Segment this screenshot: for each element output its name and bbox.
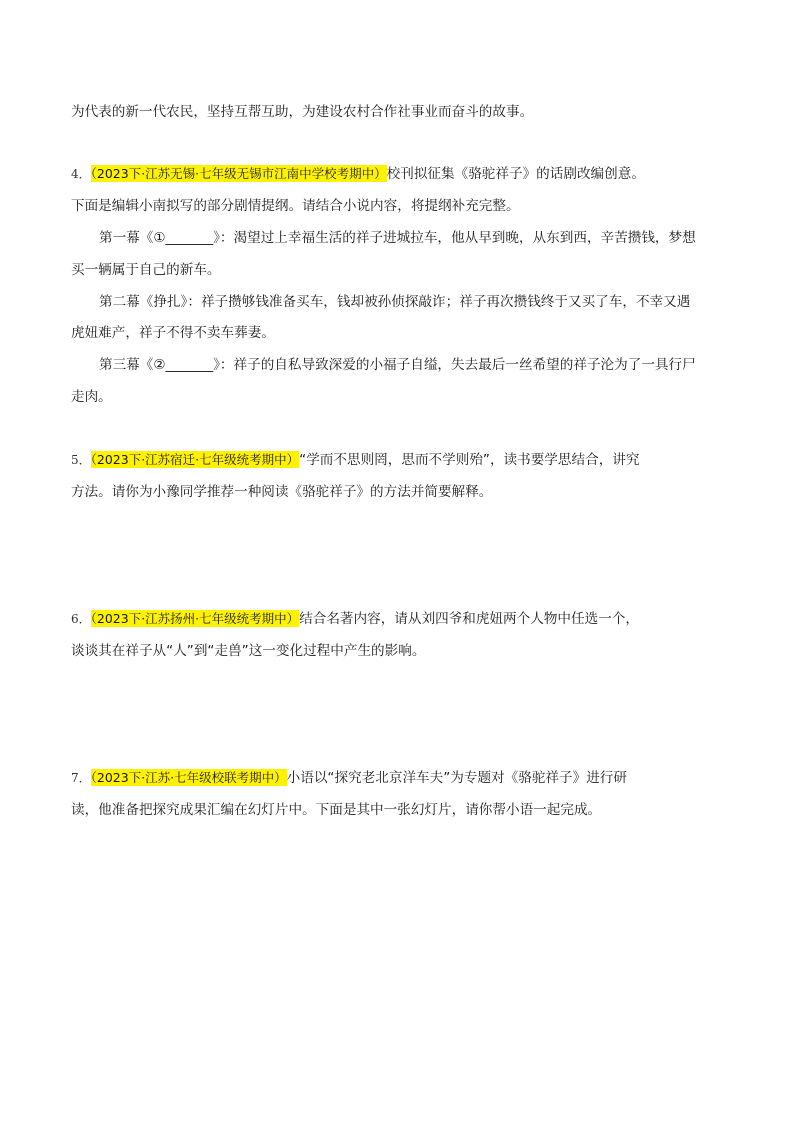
question-6-source-tag: （2023下·江苏扬州·七年级统考期中） — [90, 611, 300, 626]
question-5-number: 5． — [71, 453, 91, 467]
question-7-line-1 — [71, 768, 627, 788]
question-6-line-2: 谈谈其在祥子从“人”到“走兽”这一变化过程中产生的影响。 — [71, 643, 426, 659]
question-6-number: 6． — [71, 612, 91, 626]
question-5-source-tag: （2023下·江苏宿迁·七年级统考期中） — [90, 452, 300, 467]
question-4-source-tag: （2023下·江苏无锡·七年级无锡市江南中学校考期中） — [90, 166, 387, 181]
question-6-text-1: 结合名著内容，请从刘四爷和虎妞两个人物中任选一个， — [299, 611, 639, 627]
question-4-act-2-line-2: 虎妞难产，祥子不得不卖车葬妻。 — [71, 325, 275, 341]
intro-tail-text: 为代表的新一代农民，坚持互帮互助，为建设农村合作社事业而奋斗的故事。 — [71, 104, 534, 120]
question-6-line-1 — [71, 609, 639, 629]
question-5-line-1 — [71, 450, 640, 470]
question-7-number: 7． — [71, 771, 91, 785]
question-5-line-2: 方法。请你为小豫同学推荐一种阅读《骆驼祥子》的方法并简要解释。 — [71, 484, 493, 500]
question-4-act-1-line-1: 第一幕《①_______》：渴望过上幸福生活的祥子进城拉车，他从早到晚，从东到西，辛苦攒钱，梦想 — [99, 230, 696, 246]
question-7-text-1: 小语以“探究老北京洋车夫”为专题对《骆驼祥子》进行研 — [286, 770, 627, 786]
question-5-text-1: “学而不思则罔，思而不学则殆”，读书要学思结合，讲究 — [299, 452, 640, 468]
question-4-line-1 — [71, 164, 645, 184]
question-4-act-3-line-2: 走肉。 — [71, 389, 112, 405]
question-4-number: 4． — [71, 167, 91, 181]
question-4-text-1: 校刊拟征集《骆驼祥子》的话剧改编创意。 — [386, 166, 645, 182]
question-7-line-2: 读，他准备把探究成果汇编在幻灯片中。下面是其中一张幻灯片，请你帮小语一起完成。 — [71, 802, 602, 818]
question-4-act-3-line-1: 第三幕《②_______》：祥子的自私导致深爱的小福子自缢，失去最后一丝希望的祥子沦为了一具行尸 — [99, 357, 696, 373]
question-7-source-tag: （2023下·江苏·七年级校联考期中） — [90, 770, 287, 785]
question-4-act-2-line-1: 第二幕《挣扎》：祥子攒够钱准备买车，钱却被孙侦探敲诈；祥子再次攒钱终于又买了车，不幸又遇 — [99, 294, 691, 310]
question-4-line-2: 下面是编辑小南拟写的部分剧情提纲。请结合小说内容，将提纲补充完整。 — [71, 198, 520, 214]
question-4-act-1-line-2: 买一辆属于自己的新车。 — [71, 262, 221, 278]
